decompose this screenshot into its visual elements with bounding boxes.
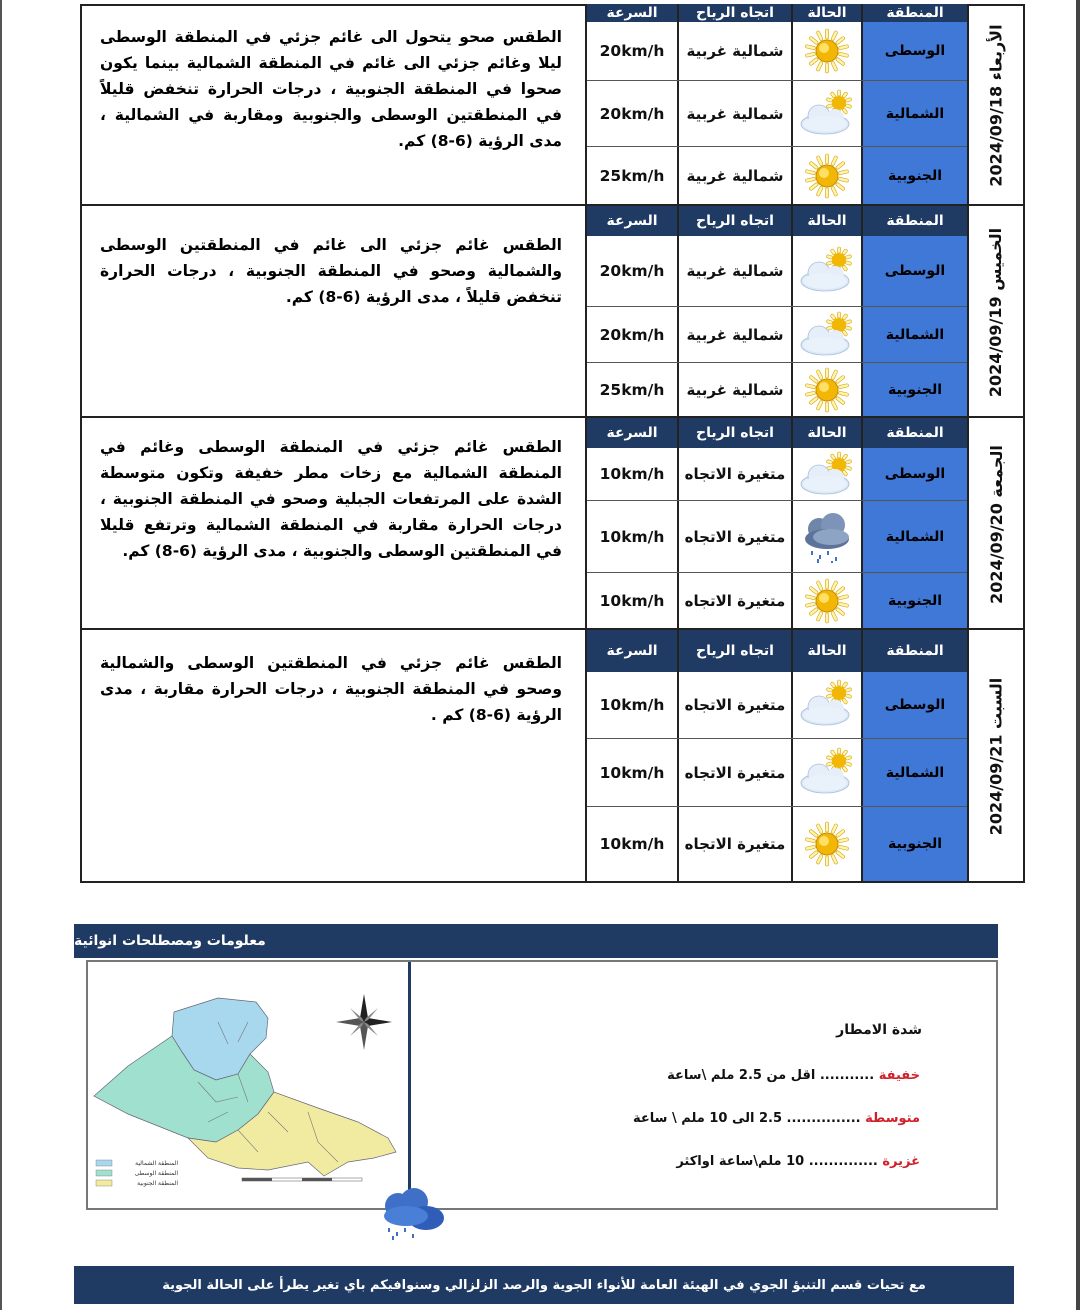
- legend-south: المنطقة الجنوبية: [137, 1180, 178, 1187]
- sun-icon: [793, 573, 861, 628]
- sun-icon: [793, 363, 861, 416]
- day-description: الطقس غائم جزئي في المنطقة الوسطى وغائم في المنطقة الشمالية مع زخات مطر خفيفة وتكون متوسطة الشدة على المرتفعات الجبلية وصحو في المنطقة الجنوبية ، درجات الحرارة مقاربة في المنطقة الشمالية وترتفع قليلا في المنطقتين الوسطى والجنوبية ، مدى الرؤية (6-8) كم.: [100, 438, 562, 560]
- wind-cell: شمالية غربية: [686, 42, 784, 60]
- rain-light-row: [640, 1068, 920, 1083]
- speed-cell: 25km/h: [599, 166, 665, 185]
- speed-cell: 10km/h: [599, 835, 665, 853]
- left-frame-line: [0, 0, 2, 1310]
- sun-icon: [793, 147, 861, 204]
- rain-intensity-title: شدة الامطار: [836, 1022, 922, 1038]
- speed-cell: 20km/h: [599, 325, 665, 344]
- wind-cell: متغيرة الاتجاه: [684, 527, 786, 546]
- speed-cell: 20km/h: [599, 42, 665, 60]
- day-block-friday: [80, 418, 1025, 630]
- rain-heavy-value: .............. 10 ملم\ساعة اواكثر: [676, 1154, 878, 1169]
- rain-medium-row: [620, 1111, 920, 1126]
- header-wind: اتجاه الرياح: [679, 418, 791, 448]
- partly-cloudy-icon: [793, 739, 861, 806]
- speed-cell: 20km/h: [599, 104, 665, 123]
- speed-cell: 10km/h: [599, 465, 665, 483]
- wind-cell: شمالية غربية: [686, 325, 784, 344]
- wind-cell: متغيرة الاتجاه: [684, 465, 786, 483]
- header-speed: السرعة: [587, 630, 677, 672]
- speed-cell: 10km/h: [599, 763, 665, 782]
- region-cell: الوسطى: [863, 448, 967, 500]
- partly-cloudy-icon: [793, 448, 861, 500]
- day-description: الطقس غائم جزئي في المنطقتين الوسطى والشمالية وصحو في المنطقة الجنوبية ، درجات الحرارة مقاربة ، مدى الرؤية (6-8) كم .: [100, 654, 562, 724]
- header-region: المنطقة: [863, 630, 967, 672]
- day-block-wednesday: [80, 4, 1025, 206]
- rain-medium-label: متوسطة: [865, 1111, 920, 1126]
- rain-light-value: ........... اقل من 2.5 ملم \ساعة: [667, 1068, 875, 1083]
- region-cell: الجنوبية: [863, 147, 967, 204]
- header-wind: اتجاه الرياح: [679, 4, 791, 22]
- partly-cloudy-icon: [793, 81, 861, 146]
- header-condition: الحالة: [793, 4, 861, 22]
- header-region: المنطقة: [863, 418, 967, 448]
- region-cell: الشمالية: [863, 501, 967, 572]
- wind-cell: متغيرة الاتجاه: [684, 835, 786, 853]
- header-speed: السرعة: [587, 418, 677, 448]
- partly-cloudy-icon: [793, 307, 861, 362]
- header-region: المنطقة: [863, 4, 967, 22]
- wind-cell: شمالية غربية: [686, 262, 784, 280]
- speed-cell: 10km/h: [599, 591, 665, 610]
- region-cell: الوسطى: [863, 22, 967, 80]
- date-label: الأربعاء 2024/09/18: [986, 23, 1006, 187]
- wind-cell: شمالية غربية: [686, 104, 784, 123]
- date-label: الخميس 2024/09/19: [986, 227, 1006, 397]
- rain-heavy-row: [640, 1154, 920, 1169]
- rain-cloud-icon: [793, 501, 861, 572]
- info-title: معلومات ومصطلحات انوائية: [74, 933, 266, 949]
- footer-text: مع تحيات قسم التنبؤ الجوي في الهيئة العامة للأنواء الجوية والرصد الزلزالي وسنوافيكم باي تغير يطرأ على الحالة الجوية: [162, 1277, 926, 1293]
- sun-icon: [793, 807, 861, 881]
- wind-cell: متغيرة الاتجاه: [684, 591, 786, 610]
- header-region: المنطقة: [863, 206, 967, 236]
- speed-cell: 25km/h: [599, 380, 665, 399]
- date-label: الجمعة 2024/09/20: [986, 444, 1006, 604]
- region-cell: الشمالية: [863, 307, 967, 362]
- region-cell: الوسطى: [863, 672, 967, 738]
- day-block-thursday: [80, 206, 1025, 418]
- wind-cell: شمالية غربية: [686, 166, 784, 185]
- region-cell: الشمالية: [863, 739, 967, 806]
- legend-central: المنطقة الوسطى: [134, 1170, 178, 1177]
- header-speed: السرعة: [587, 4, 677, 22]
- region-cell: الوسطى: [863, 236, 967, 306]
- header-speed: السرعة: [587, 206, 677, 236]
- header-wind: اتجاه الرياح: [679, 630, 791, 672]
- wind-cell: متغيرة الاتجاه: [684, 696, 786, 714]
- day-block-saturday: [80, 630, 1025, 883]
- header-condition: الحالة: [793, 206, 861, 236]
- region-cell: الجنوبية: [863, 363, 967, 416]
- speed-cell: 20km/h: [599, 262, 665, 280]
- header-condition: الحالة: [793, 418, 861, 448]
- wind-cell: متغيرة الاتجاه: [684, 763, 786, 782]
- rain-medium-value: ............... 2.5 الى 10 ملم \ ساعة: [633, 1111, 861, 1126]
- sun-icon: [793, 22, 861, 80]
- header-condition: الحالة: [793, 630, 861, 672]
- region-cell: الجنوبية: [863, 807, 967, 881]
- partly-cloudy-icon: [793, 236, 861, 306]
- day-description: الطقس صحو يتحول الى غائم جزئي في المنطقة الوسطى ليلا وغائم جزئي الى غائم في المنطقة الشمالية بينما يكون صحوا في المنطقة الجنوبية ، درجات الحرارة تنخفض قليلاً في المنطقتين الوسطى والجنوبية ومقاربة في الشمالية ، مدى الرؤية (6-8) كم.: [100, 28, 562, 150]
- region-cell: الجنوبية: [863, 573, 967, 628]
- rain-light-label: خفيفة: [878, 1068, 920, 1083]
- wind-cell: شمالية غربية: [686, 380, 784, 399]
- legend-north: المنطقة الشمالية: [135, 1160, 178, 1167]
- right-frame-line: [1076, 0, 1080, 1310]
- day-description: الطقس غائم جزئي الى غائم في المنطقتين الوسطى والشمالية وصحو في المنطقة الجنوبية ، درجات الحرارة تنخفض قليلاً ، مدى الرؤية (6-8) كم.: [100, 236, 562, 306]
- header-wind: اتجاه الرياح: [679, 206, 791, 236]
- date-label: السبت 2024/09/21: [986, 677, 1006, 836]
- speed-cell: 10km/h: [599, 696, 665, 714]
- footer-bar: [74, 1266, 1014, 1304]
- speed-cell: 10km/h: [599, 527, 665, 546]
- info-title-bar: [74, 924, 998, 958]
- compass-rose-icon: [336, 994, 392, 1050]
- region-cell: الشمالية: [863, 81, 967, 146]
- rain-cloud-icon: [376, 1186, 448, 1242]
- rain-heavy-label: غزيرة: [882, 1154, 920, 1169]
- partly-cloudy-icon: [793, 672, 861, 738]
